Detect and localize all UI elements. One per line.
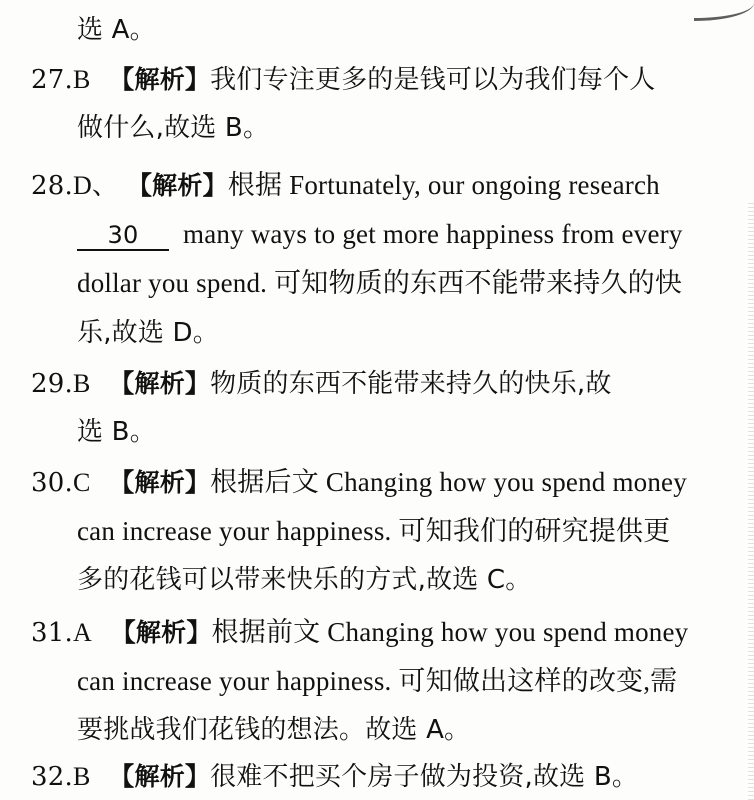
blank-number: 30 <box>77 221 169 251</box>
answer-31-line-3 <box>77 710 470 750</box>
question-number: 32. <box>31 762 73 792</box>
answer-letter: B <box>72 369 91 398</box>
explanation-text: 物质的东西不能带来持久的快乐,故 <box>210 369 612 399</box>
answer-29-line-2 <box>77 412 156 452</box>
answer-28-line-1 <box>31 165 660 206</box>
explanation-text: 多的花钱可以带来快乐的方式,故选 C。 <box>77 565 532 595</box>
question-number: 30. <box>31 468 73 498</box>
answer-30-line-3 <box>77 560 531 600</box>
analysis-tag: 【解析】 <box>109 468 211 497</box>
answer-26-text: 选 A。 <box>77 15 156 45</box>
answer-31-line-1 <box>31 612 688 653</box>
explanation-text: 我们专注更多的是钱可以为我们每个人 <box>210 65 656 95</box>
analysis-tag: 【解析】 <box>109 369 211 398</box>
answer-letter: A <box>72 618 92 647</box>
answer-32-line-1 <box>31 757 638 797</box>
explanation-text: 做什么,故选 B。 <box>77 113 270 143</box>
answer-28-line-4 <box>77 313 219 353</box>
explanation-text: dollar you spend. 可知物质的东西不能带来持久的快 <box>77 268 683 298</box>
answer-letter: B <box>72 762 91 791</box>
explanation-text: 根据 Fortunately, our ongoing research <box>227 170 660 200</box>
explanation-text: 很难不把买个房子做为投资,故选 B。 <box>210 762 639 792</box>
answer-28-line-3 <box>77 263 682 304</box>
answer-26-line-1 <box>77 10 156 50</box>
answer-29-line-1 <box>31 364 612 404</box>
explanation-text: 乐,故选 D。 <box>77 318 219 348</box>
explanation-text: can increase your happiness. 可知做出这样的改变,需 <box>77 666 678 696</box>
analysis-tag: 【解析】 <box>126 171 228 200</box>
answer-30-line-1 <box>31 462 687 503</box>
page-edge-shadow <box>748 200 754 800</box>
explanation-text: 要挑战我们花钱的想法。故选 A。 <box>77 715 471 745</box>
explanation-text: can increase your happiness. 可知我们的研究提供更 <box>77 516 671 546</box>
answer-31-line-2 <box>77 661 677 702</box>
answer-letter: C <box>72 468 91 497</box>
question-number: 27. <box>31 65 73 95</box>
answer-27-line-1 <box>31 60 656 100</box>
explanation-text: 选 B。 <box>77 417 156 447</box>
answer-letter: D、 <box>72 171 119 200</box>
answer-letter: B <box>72 65 91 94</box>
explanation-text: 根据前文 Changing how you spend money <box>211 617 689 647</box>
answer-30-line-2 <box>77 511 670 552</box>
page-corner-curl <box>694 0 754 21</box>
analysis-tag: 【解析】 <box>109 762 211 791</box>
answer-28-line-2 <box>77 214 683 255</box>
explanation-text: 根据后文 Changing how you spend money <box>210 467 687 497</box>
analysis-tag: 【解析】 <box>109 65 211 94</box>
question-number: 31. <box>31 618 73 648</box>
analysis-tag: 【解析】 <box>110 618 212 647</box>
answer-27-line-2 <box>77 108 269 148</box>
explanation-text: many ways to get more happiness from every <box>183 219 683 249</box>
question-number: 28. <box>31 171 73 201</box>
question-number: 29. <box>31 369 73 399</box>
